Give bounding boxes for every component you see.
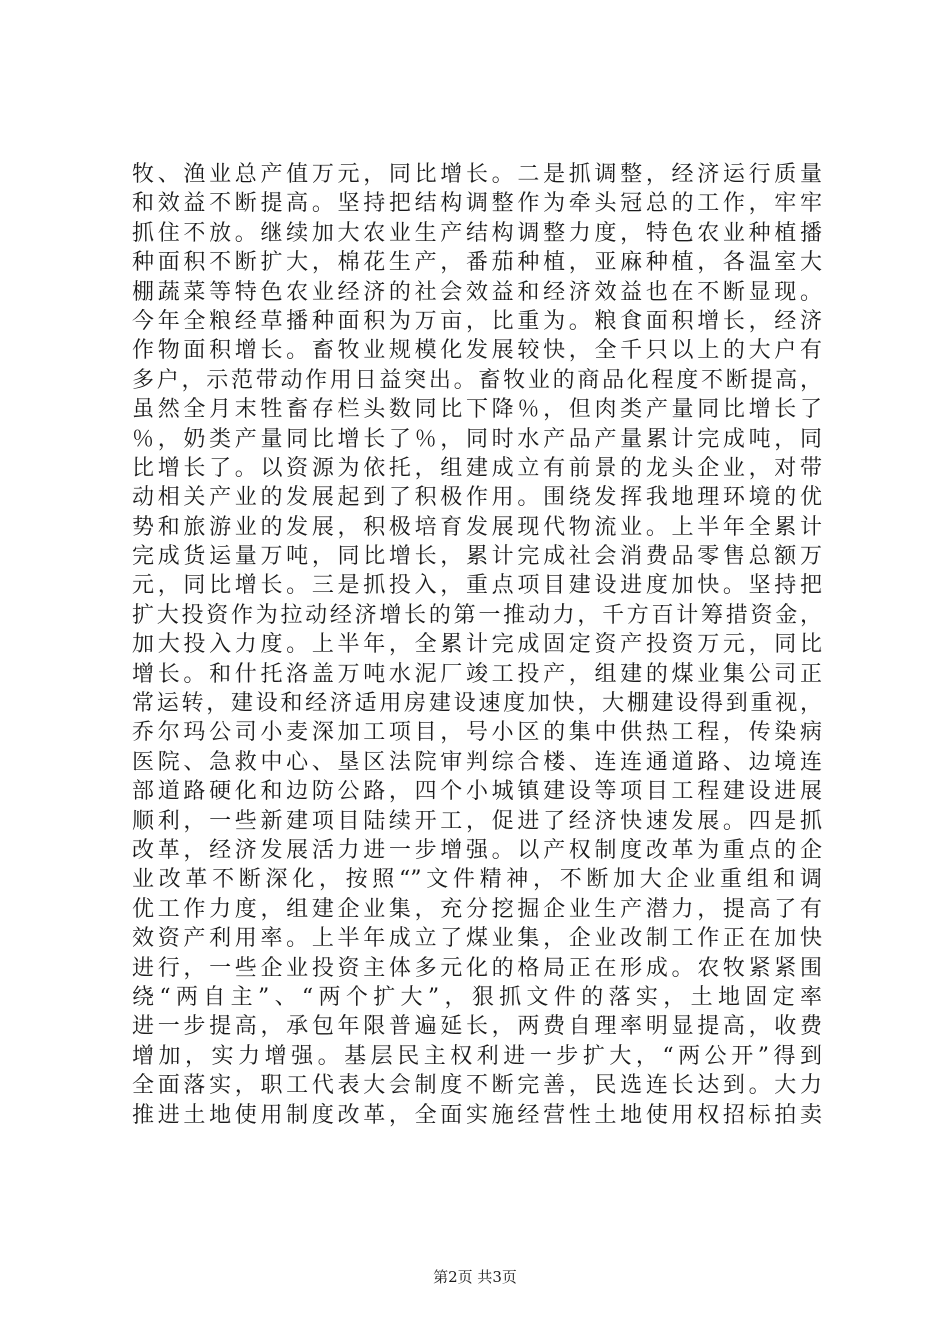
text-line: 加大投入力度。上半年，全累计完成固定资产投资万元，同比 xyxy=(132,632,822,658)
text-line: 扩大投资作为拉动经济增长的第一推动力，千方百计筹措资金， xyxy=(132,602,822,628)
text-line: 和效益不断提高。坚持把结构调整作为牵头冠总的工作，牢牢 xyxy=(132,191,822,217)
body-text xyxy=(132,160,822,1130)
text-line: 绕“两自主”、“两个扩大”，狠抓文件的落实，土地固定率 xyxy=(132,984,822,1010)
text-line: 业改革不断深化，按照“”文件精神，不断加大企业重组和调 xyxy=(132,867,822,893)
text-line: 作物面积增长。畜牧业规模化发展较快，全千只以上的大户有 xyxy=(132,338,822,364)
text-line: 常运转，建设和经济适用房建设速度加快，大棚建设得到重视， xyxy=(132,691,822,717)
text-line: 效资产利用率。上半年成立了煤业集，企业改制工作正在加快 xyxy=(132,926,822,952)
text-line: 比增长了。以资源为依托，组建成立有前景的龙头企业，对带 xyxy=(132,455,822,481)
text-line: 推进土地使用制度改革，全面实施经营性土地使用权招标拍卖 xyxy=(132,1102,822,1128)
text-line: 种面积不断扩大，棉花生产，番茄种植，亚麻种植，各温室大 xyxy=(132,250,822,276)
text-line: 元，同比增长。三是抓投入，重点项目建设进度加快。坚持把 xyxy=(132,573,822,599)
text-line: 棚蔬菜等特色农业经济的社会效益和经济效益也在不断显现。 xyxy=(132,279,822,305)
text-line: 虽然全月末牲畜存栏头数同比下降％，但肉类产量同比增长了 xyxy=(132,397,822,423)
text-line: 改革，经济发展活力进一步增强。以产权制度改革为重点的企 xyxy=(132,837,822,863)
text-line: 动相关产业的发展起到了积极作用。围绕发挥我地理环境的优 xyxy=(132,485,822,511)
text-line: 多户，示范带动作用日益突出。畜牧业的商品化程度不断提高， xyxy=(132,367,822,393)
text-line: 进行，一些企业投资主体多元化的格局正在形成。农牧紧紧围 xyxy=(132,955,822,981)
text-line: 优工作力度，组建企业集，充分挖掘企业生产潜力，提高了有 xyxy=(132,896,822,922)
page-footer: 第2页 共3页 xyxy=(433,1268,517,1286)
text-line: 部道路硬化和边防公路，四个小城镇建设等项目工程建设进展 xyxy=(132,779,822,805)
text-line: 势和旅游业的发展，积极培育发展现代物流业。上半年全累计 xyxy=(132,514,822,540)
text-line: 牧、渔业总产值万元，同比增长。二是抓调整，经济运行质量 xyxy=(132,162,822,187)
text-line: 增长。和什托洛盖万吨水泥厂竣工投产，组建的煤业集公司正 xyxy=(132,661,822,687)
text-line: 进一步提高，承包年限普遍延长，两费自理率明显提高，收费 xyxy=(132,1014,822,1040)
text-line: 今年全粮经草播种面积为万亩，比重为。粮食面积增长，经济 xyxy=(132,308,822,334)
text-line: 医院、急救中心、垦区法院审判综合楼、连连通道路、边境连 xyxy=(132,749,822,775)
text-line: 完成货运量万吨，同比增长，累计完成社会消费品零售总额万 xyxy=(132,544,822,570)
text-line: 抓住不放。继续加大农业生产结构调整力度，特色农业种植播 xyxy=(132,220,822,246)
text-line: 顺利，一些新建项目陆续开工，促进了经济快速发展。四是抓 xyxy=(132,808,822,834)
text-line: 增加，实力增强。基层民主权利进一步扩大，“两公开”得到 xyxy=(132,1043,822,1069)
text-line: 全面落实，职工代表大会制度不断完善，民选连长达到。大力 xyxy=(132,1073,822,1099)
text-line: 乔尔玛公司小麦深加工项目，号小区的集中供热工程，传染病 xyxy=(132,720,822,746)
text-line: ％，奶类产量同比增长了％，同时水产品产量累计完成吨，同 xyxy=(132,426,822,452)
